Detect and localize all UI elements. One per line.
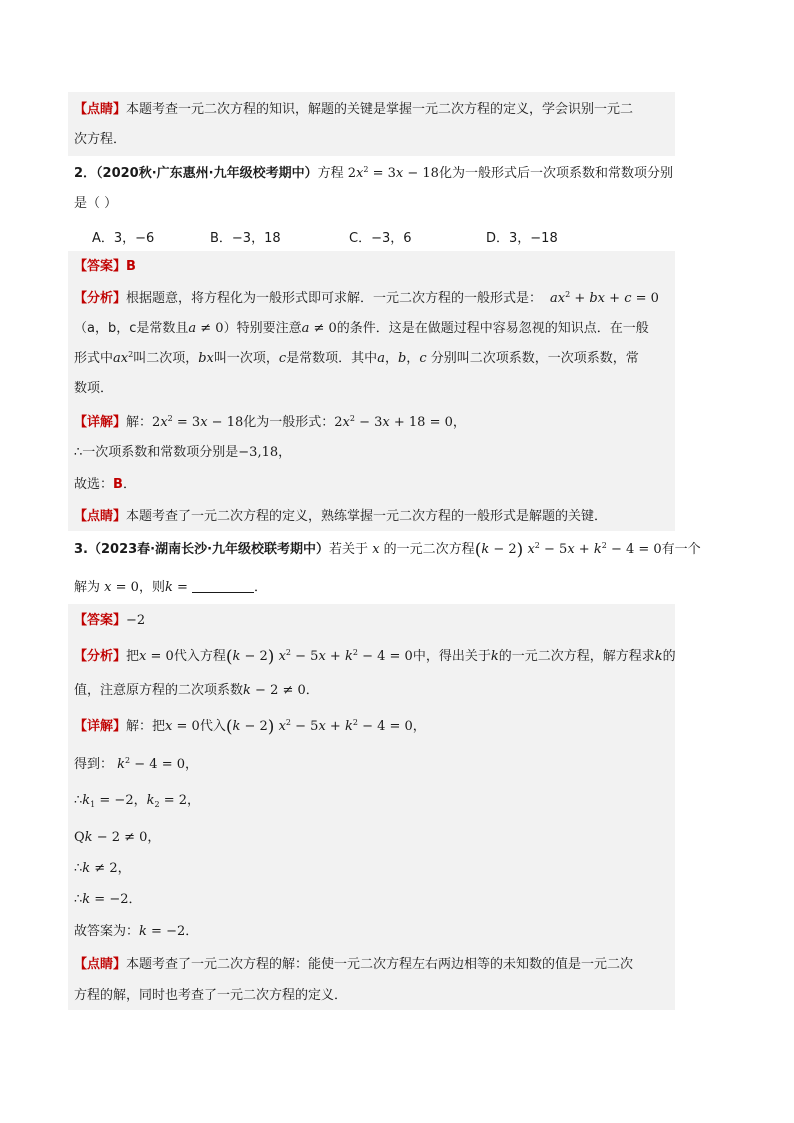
detail-text: 解： <box>126 415 153 430</box>
q3-analysis-line2: 值，注意原方程的二次项系数k − 2 ≠ 0． <box>74 683 319 698</box>
equation: x = 0 <box>165 719 200 734</box>
option-a: A．3，−6 <box>92 231 155 246</box>
analysis-text: 根据题意，将方程化为一般形式即可求解．一元二次方程的一般形式是： <box>126 291 543 306</box>
stem-text: 的一元二次方程 <box>383 542 475 557</box>
because-symbol: Q <box>74 830 85 845</box>
equation: (k − 2) $x^2 - 5x + k^2 - 4 = 0$， <box>225 717 426 737</box>
analysis-text: 的一元二次方程，解方程求 <box>498 649 655 664</box>
q2-dianjing <box>74 508 607 526</box>
detail-text: 故答案为： <box>74 924 140 939</box>
analysis-text: 叫一次项， <box>213 351 279 366</box>
dianjing-text: 本题考查了一元二次方程的解：能使一元二次方程左右两边相等的未知数的值是一元二次 <box>126 957 634 972</box>
detail-text: 代入 <box>199 719 226 734</box>
q3-detail-line4 <box>74 829 160 847</box>
q2-stem-line1 <box>74 165 673 183</box>
dianjing-text: 本题考查了一元二次方程的定义，熟练掌握一元二次方程的一般形式是解题的关键． <box>126 509 608 524</box>
q3-detail-line3 <box>74 792 200 810</box>
equation: x = 0 <box>139 649 174 664</box>
q3-dianjing-line2 <box>74 987 347 1005</box>
result-values: −3,18， <box>238 445 292 460</box>
roots: $k_1 = -2$，$k_2 = 2$， <box>82 793 201 809</box>
detail-tag: 【详解】 <box>74 719 127 734</box>
q2-detail-line1 <box>74 414 466 432</box>
dianjing-tag: 【点睛】 <box>74 509 127 524</box>
q1-dianjing-line1 <box>74 101 633 119</box>
stem-text: 若关于 <box>329 542 369 557</box>
q2-analysis-line2 <box>74 320 649 338</box>
q3-equation: (k − 2) $x^2 - 5x + k^2 - 4 = 0$ <box>474 540 662 560</box>
analysis-text: 的 <box>662 649 676 664</box>
stem-text: 有一个 <box>661 542 701 557</box>
stem-text: 是（ ） <box>74 196 118 211</box>
analysis-text: 数项． <box>74 381 114 396</box>
term-ax2: $ax^2$ <box>113 350 134 366</box>
q2-answer <box>74 258 136 276</box>
stem-text: 解为 <box>74 580 101 595</box>
q3-detail-line2 <box>74 756 198 774</box>
option-d: D．3，−18 <box>486 231 558 246</box>
term-bx: bx <box>198 351 214 366</box>
q2-analysis-line4 <box>74 380 113 398</box>
equation: x = 0 <box>104 580 139 595</box>
dianjing-tag: 【点睛】 <box>74 957 127 972</box>
var-k: k <box>490 649 499 664</box>
detail-text: 得到： <box>74 757 114 772</box>
dianjing-tag: 【点睛】 <box>74 102 127 117</box>
analysis-text: 把 <box>126 649 140 664</box>
condition-a-ne-0: a ≠ 0 <box>188 321 224 336</box>
q3-dianjing-line1 <box>74 956 633 974</box>
q2-detail-line2 <box>74 444 291 462</box>
q2-detail-line3: 故选：B． <box>74 477 136 492</box>
dianjing-text: 方程的解，同时也考查了一元二次方程的定义． <box>74 988 348 1003</box>
condition-a-ne-0: a ≠ 0 <box>301 321 337 336</box>
final-answer: k = −2． <box>139 924 199 939</box>
analysis-text: 叫二次项， <box>133 351 199 366</box>
detail-text: 故选： <box>74 477 114 492</box>
stem-text: 化为一般形式后一次项系数和常数项分别 <box>438 166 673 181</box>
q3-stem-line2: 解为 x = 0，则k = ． <box>74 580 268 595</box>
q2-stem-line2 <box>74 195 117 213</box>
question-number: 2． <box>74 166 97 181</box>
term-abc: a，b，c <box>377 351 427 366</box>
q3-detail-line1 <box>74 718 426 736</box>
equation: k = <box>164 580 193 595</box>
q2-analysis-line3 <box>74 350 639 368</box>
q3-answer <box>74 612 145 630</box>
q1-dianjing-line2 <box>74 131 126 149</box>
question-source: （2020秋·广东惠州·九年级校考期中） <box>96 166 318 181</box>
dianjing-text: 本题考查一元二次方程的知识，解题的关键是掌握一元二次方程的定义，学会识别一元二 <box>126 102 634 117</box>
q3-detail-line7 <box>74 923 198 941</box>
answer-value: B <box>126 259 136 274</box>
analysis-text: 形式中 <box>74 351 114 366</box>
equation: (k − 2) $x^2 - 5x + k^2 - 4 = 0$ <box>225 647 413 667</box>
q2-equation: $2x^2 = 3x - 18$ <box>343 165 439 181</box>
analysis-tag: 【分析】 <box>74 649 127 664</box>
analysis-text: ）特别要注意 <box>223 321 302 336</box>
term-c: c <box>278 351 287 366</box>
q3-analysis-line1 <box>74 648 676 666</box>
condition: k − 2 ≠ 0 <box>243 683 306 698</box>
equation: $2x^2 = 3x - 18$ <box>152 414 244 430</box>
stem-text: 方程 <box>317 166 344 181</box>
q3-detail-line5 <box>74 860 131 878</box>
analysis-text: 的条件．这是在做题过程中容易忽视的知识点．在一般 <box>336 321 649 336</box>
stem-text: ，则 <box>138 580 165 595</box>
var-x: x <box>368 542 384 557</box>
detail-tag: 【详解】 <box>74 415 127 430</box>
option-b: B．−3，18 <box>210 231 281 246</box>
analysis-text: 是常数项．其中 <box>286 351 378 366</box>
therefore-symbol: ∴ <box>74 861 83 876</box>
option-c: C．−3，6 <box>349 231 412 246</box>
answer-blank <box>192 580 254 593</box>
analysis-text: 中，得出关于 <box>412 649 491 664</box>
condition: k − 2 ≠ 0， <box>84 830 161 845</box>
equation: $2x^2 - 3x + 18 = 0$， <box>334 414 466 430</box>
detail-text: ∴一次项系数和常数项分别是 <box>74 445 239 460</box>
analysis-text: 分别叫二次项系数，一次项系数，常 <box>430 351 639 366</box>
answer-value: B <box>113 477 123 492</box>
analysis-tag: 【分析】 <box>74 291 127 306</box>
result: k = −2． <box>82 892 142 907</box>
general-form-equation: $ax^2$ + bx + c = 0 <box>550 290 659 306</box>
question-source: （2023春·湖南长沙·九年级校联考期中） <box>87 542 330 557</box>
answer-tag: 【答案】 <box>74 613 127 628</box>
answer-tag: 【答案】 <box>74 259 127 274</box>
q2-analysis-line1 <box>74 290 659 308</box>
analysis-text: 代入方程 <box>173 649 226 664</box>
dianjing-text: 次方程． <box>74 132 127 147</box>
analysis-text: （a，b，c是常数且 <box>74 321 189 336</box>
var-k: k <box>654 649 663 664</box>
detail-text: 化为一般形式： <box>243 415 335 430</box>
question-number: 3. <box>74 542 88 557</box>
detail-text: 解：把 <box>126 719 166 734</box>
answer-value: −2 <box>126 613 146 628</box>
condition: k ≠ 2， <box>82 861 131 876</box>
q3-stem-line1 <box>74 541 701 559</box>
therefore-symbol: ∴ <box>74 892 83 907</box>
analysis-text: 值，注意原方程的二次项系数 <box>74 683 244 698</box>
therefore-symbol: ∴ <box>74 793 83 808</box>
q3-detail-line6 <box>74 891 142 909</box>
equation: $k^2 - 4 = 0$， <box>117 756 198 772</box>
